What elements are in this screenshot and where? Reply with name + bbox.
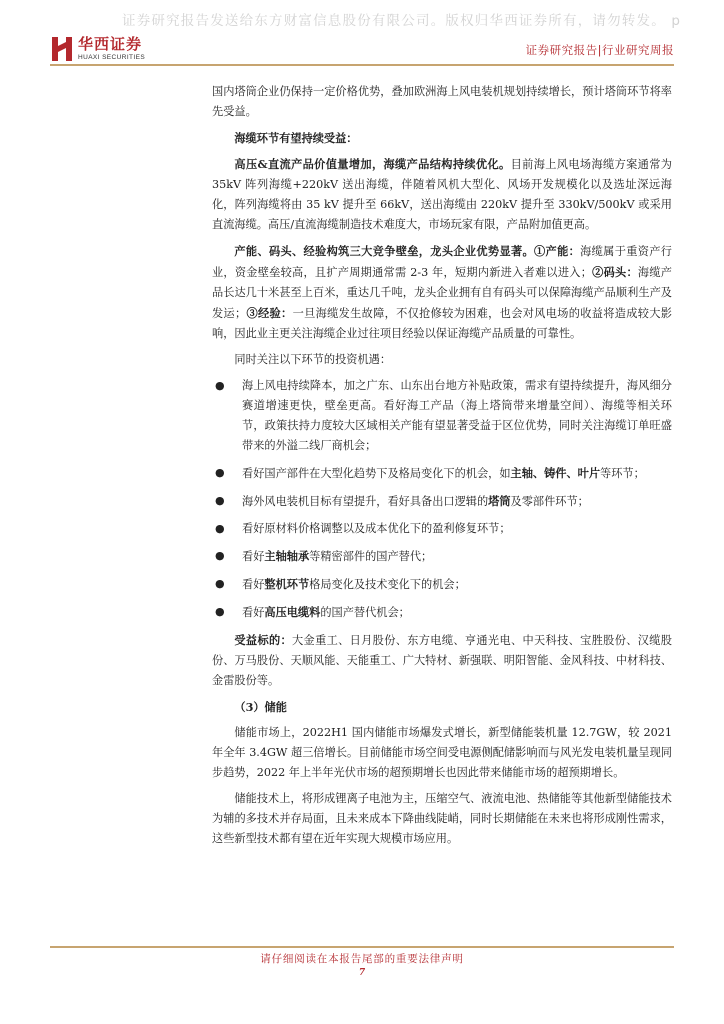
bullet-icon: ●: [215, 549, 225, 562]
opportunity-list: [212, 376, 672, 623]
bullet-text: 的国产替代机会；: [320, 606, 410, 619]
bullet-bold: 整机环节: [264, 577, 310, 591]
cable-paragraph-1: [212, 154, 672, 235]
footer-divider: [50, 946, 674, 948]
also-watch-paragraph: 同时关注以下环节的投资机遇：: [234, 353, 392, 366]
page-number: 7: [358, 968, 366, 978]
bullet-text: 及零部件环节；: [510, 495, 589, 508]
list-item: [212, 519, 672, 539]
header-divider: [50, 64, 674, 66]
list-item: [212, 574, 672, 595]
bullet-icon: ●: [215, 466, 225, 479]
report-type-label: 证券研究报告|行业研究周报: [525, 43, 674, 57]
storage-paragraph-1: 储能市场上，2022H1 国内储能市场爆发式增长，新型储能装机量 12.7GW，较 2021 年全年 3.4GW 超三倍增长。目前储能市场空间受电源侧配储影响而与风光发电装机量呈现同步趋势，2022 年上半年光伏市场的超预期增长也因此带来储能市场的超预期增长。: [212, 726, 672, 779]
legal-notice: 请仔细阅读在本报告尾部的重要法律声明: [260, 953, 464, 965]
bullet-text: 看好: [242, 578, 265, 591]
list-item: [212, 376, 672, 456]
bullet-text: 等环节；: [600, 467, 645, 480]
cable-heading: 海缆环节有望持续受益：: [234, 131, 358, 145]
bullet-text: 看好: [242, 550, 265, 563]
cable-p2-text-3: 一旦海缆发生故障，不仅抢修较为困难，也会对风电场的收益将造成较大影响，因此业主更关注海缆企业过往项目经验以保证海缆产品质量的可靠性。: [212, 307, 672, 340]
bullet-text: 格局变化及技术变化下的机会；: [309, 578, 466, 591]
cable-p2-text-2: 海缆产品长达几十米甚至上百米，重达几千吨，龙头企业拥有自有码头可以保障海缆产品顺利生产及发运；: [212, 266, 672, 320]
cable-p2-dock-label: ②码头：: [591, 265, 638, 279]
bullet-bold: 高压电缆料: [264, 605, 321, 619]
bullet-text: 看好国产部件在大型化趋势下及格局变化下的机会，如: [242, 467, 511, 480]
bullet-text: 等精密部件的国产替代；: [309, 550, 433, 563]
bullet-icon: ●: [215, 577, 225, 590]
bullet-icon: ●: [215, 494, 225, 507]
list-item: [212, 463, 672, 484]
bullet-bold: 主轴、铸件、叶片: [510, 466, 601, 480]
storage-paragraph-2: 储能技术上，将形成锂离子电池为主，压缩空气、液流电池、热储能等其他新型储能技术为辅的多技术并存局面，且未来成本下降曲线陡峭，同时长期储能在未来也将形成刚性需求，这些新型技术都有望在近年实现大规模市场应用。: [212, 792, 672, 845]
list-item: [212, 546, 672, 567]
beneficiaries-paragraph: [212, 630, 672, 691]
cable-p2-experience-label: ③经验：: [246, 306, 293, 320]
logo-english-name: HUAXI SECURITIES: [78, 53, 146, 61]
logo-chinese-name: 华西证券: [78, 34, 143, 53]
list-item: [212, 491, 672, 512]
bullet-text: 看好: [242, 606, 265, 619]
cable-p1-lead: 高压&直流产品价值量增加，海缆产品结构持续优化。: [234, 157, 511, 171]
bullet-icon: ●: [215, 379, 225, 392]
cable-p2-text-1: 海缆属于重资产行业，资金壁垒较高，且扩产周期通常需 2-3 年，短期内新进入者难以进入；: [212, 245, 672, 279]
bullet-text: 海外风电装机目标有望提升，看好具备出口逻辑的: [242, 495, 489, 508]
bullet-bold: 塔筒: [488, 494, 511, 508]
bullet-bold: 主轴轴承: [264, 549, 310, 563]
watermark-text: 证券研究报告发送给东方财富信息股份有限公司。版权归华西证券所有，请勿转发。 p: [122, 13, 682, 29]
cable-p2-lead: 产能、码头、经验构筑三大竞争壁垒，龙头企业优势显著。①产能：: [234, 244, 581, 258]
storage-heading: （3）储能: [234, 700, 287, 714]
huaxi-logo-icon: [52, 37, 72, 61]
bullet-icon: ●: [215, 522, 225, 535]
document-body: [212, 82, 672, 855]
bullet-text: 看好原材料价格调整以及成本优化下的盈利修复环节；: [242, 522, 511, 535]
company-logo: [52, 36, 145, 62]
cable-p1-body: 目前海上风电场海缆方案通常为 35kV 阵列海缆+220kV 送出海缆，伴随着风机大型化、风场开发规模化以及选址深远海化，阵列海缆将由 35 kV 提升至 66kV，送出海缆由 220kV 提升至 330kV/500kV 或采用直流海缆。高压/直流海缆制造技术难度大，市场玩家有限，产品附加值更高。: [212, 158, 672, 231]
beneficiaries-label: 受益标的：: [234, 633, 293, 647]
cable-paragraph-2: [212, 241, 672, 344]
bullet-icon: ●: [215, 605, 225, 618]
bullet-text: 海上风电持续降本，加之广东、山东出台地方补贴政策，需求有望持续提升，海风细分赛道增速更快，壁垒更高。看好海工产品（海上塔筒带来增量空间）、海缆等相关环节，政策扶持力度较大区域相关产能有望显著受益于区位优势，同时关注海缆订单旺盛带来的外溢二线厂商机会；: [242, 379, 672, 452]
list-item: [212, 602, 672, 623]
beneficiaries-list: 大金重工、日月股份、东方电缆、亨通光电、中天科技、宝胜股份、汉缆股份、万马股份、天顺风能、天能重工、广大特材、新强联、明阳智能、金风科技、中材科技、金雷股份等。: [212, 634, 672, 687]
intro-paragraph: 国内塔筒企业仍保持一定价格优势，叠加欧洲海上风电装机规划持续增长，预计塔筒环节将率先受益。: [212, 85, 672, 118]
